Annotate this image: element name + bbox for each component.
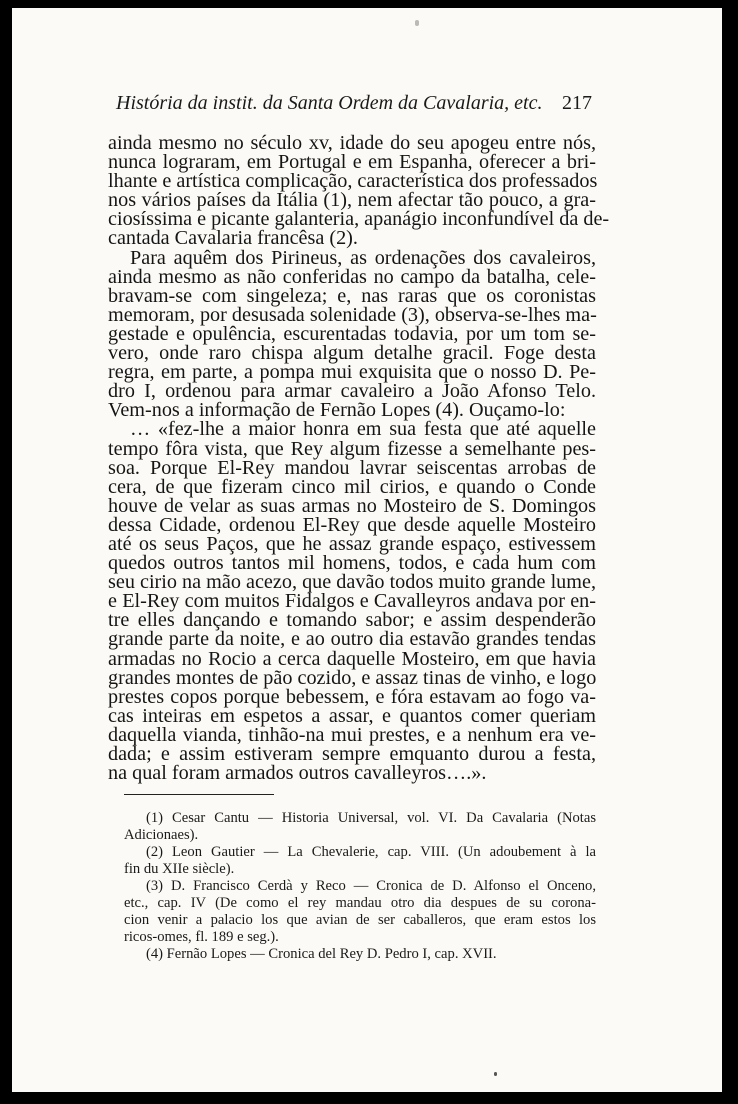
paper-speck (415, 20, 419, 26)
body-line: Vem-nos a informação de Fernão Lopes (4). Ouçamo-lo: (108, 399, 566, 422)
quote-line: dessa Cidade, ordenou El-Rey que desde aquelle Mosteiro (108, 513, 596, 536)
page-number: 217 (562, 92, 592, 114)
body-line: ainda mesmo as não conferidas no campo da batalha, cele- (108, 265, 596, 288)
quote-line: quedos outros tantos mil homens, todos, e cada hum com (108, 552, 596, 575)
footnote-line: Adicionaes). (124, 827, 199, 843)
footnote-line: (2) Leon Gautier — La Chevalerie, cap. VIII. (Un adoubement à la (146, 844, 596, 860)
quote-line: grandes montes de pão cozido, e assaz tinas de vinho, e logo (108, 666, 597, 689)
quote-line: na qual foram armados outros cavalleyros….». (108, 762, 487, 785)
body-line: Para aquêm dos Pirineus, as ordenações dos cavaleiros, (130, 246, 596, 269)
quote-line: e El-Rey com muitos Fidalgos e Cavalleyros andava por en- (108, 590, 596, 613)
quote-line: cas inteiras em espetos a assar, e quantos comer queriam (108, 704, 596, 727)
body-line: cantada Cavalaria francêsa (2). (108, 227, 358, 250)
body-line: nos vários países da Itália (1), nem afectar tão pouco, a gra- (108, 189, 596, 212)
body-text (108, 132, 610, 785)
footnote-line: cion venir a palacio los que avian de ser caballeros, que eram estos los (124, 912, 596, 928)
footnote-line: etc., cap. IV (De como el rey mandau otro dia despues de su corona- (124, 895, 596, 911)
footnote-line: fin du XIIe siècle). (124, 861, 235, 877)
paper-speck (494, 1072, 497, 1076)
quote-line: até os seus Paços, que he assaz grande espaço, estivessem (108, 532, 596, 555)
footnote-line: ricos-omes, fl. 189 e seg.). (124, 929, 279, 945)
body-line: memoram, por desusada solenidade (3), observa-se-lhes ma- (108, 303, 597, 326)
body-line: ciosíssima e picante galanteria, apanágio inconfundível da de- (108, 208, 610, 231)
body-line: ainda mesmo no século xv, idade do seu apogeu entre nós, (108, 132, 596, 154)
footnote-line: (4) Fernão Lopes — Cronica del Rey D. Pedro I, cap. XVII. (146, 946, 497, 962)
quote-line: tempo fôra vista, que Rey algum fizesse a semelhante pes- (108, 437, 596, 460)
quote-line: tre elles dançando e tomando sabor; e assim despenderão (108, 609, 596, 632)
body-line: dro I, ordenou para armar cavaleiro a João Afonso Telo. (108, 380, 596, 403)
body-line: bravam-se com singeleza; e, nas raras que os coronistas (108, 284, 596, 307)
quote-line: cera, de que fizeram cinco mil cirios, e quando o Conde (108, 475, 596, 498)
footnote-line: (3) D. Francisco Cerdà y Reco — Cronica de D. Alfonso el Onceno, (146, 878, 596, 894)
quote-line: armadas no Rocio a cerca daquelle Mosteiro, em que havia (108, 647, 596, 670)
body-line: vero, onde raro chispa algum detalhe gracil. Foge desta (108, 342, 596, 365)
quote-line: … «fez-lhe a maior honra em sua festa que até aquelle (130, 418, 596, 441)
body-line: regra, em parte, a pompa mui exquisita que o nosso D. Pe- (108, 361, 596, 384)
quote-line: houve de velar as suas armas no Mosteiro de S. Domingos (108, 494, 596, 517)
quote-line: grande parte da noite, e ao outro dia estavão grandes tendas (108, 628, 596, 651)
book-page (12, 8, 722, 1092)
quote-line: seu cirio na mão acezo, que davão todos muito grande lume, (108, 571, 596, 594)
quote-line: soa. Porque El-Rey mandou lavrar seiscentas arrobas de (108, 456, 596, 479)
running-title: História da instit. da Santa Ordem da Cavalaria, etc. (116, 92, 543, 114)
body-line: lhante e artística complicação, característica dos professados (108, 170, 598, 193)
quote-line: dada; e assim estiveram sempre emquanto durou a festa, (108, 743, 596, 765)
footnotes (124, 810, 596, 963)
footnote-rule (124, 794, 274, 795)
footnote-line: (1) Cesar Cantu — Historia Universal, vol. VI. Da Cavalaria (Notas (146, 810, 596, 826)
running-header (116, 92, 592, 115)
body-line: gestade e opulência, escurentadas todavia, por um tom se- (108, 322, 596, 345)
body-line: nunca lograram, em Portugal e em Espanha, oferecer a bri- (108, 151, 596, 174)
quote-line: daquella vianda, tinhão-na mui prestes, e a nenhum era ve- (108, 723, 596, 746)
quote-line: prestes copos porque bebessem, e fóra estavam ao fogo va- (108, 685, 596, 708)
